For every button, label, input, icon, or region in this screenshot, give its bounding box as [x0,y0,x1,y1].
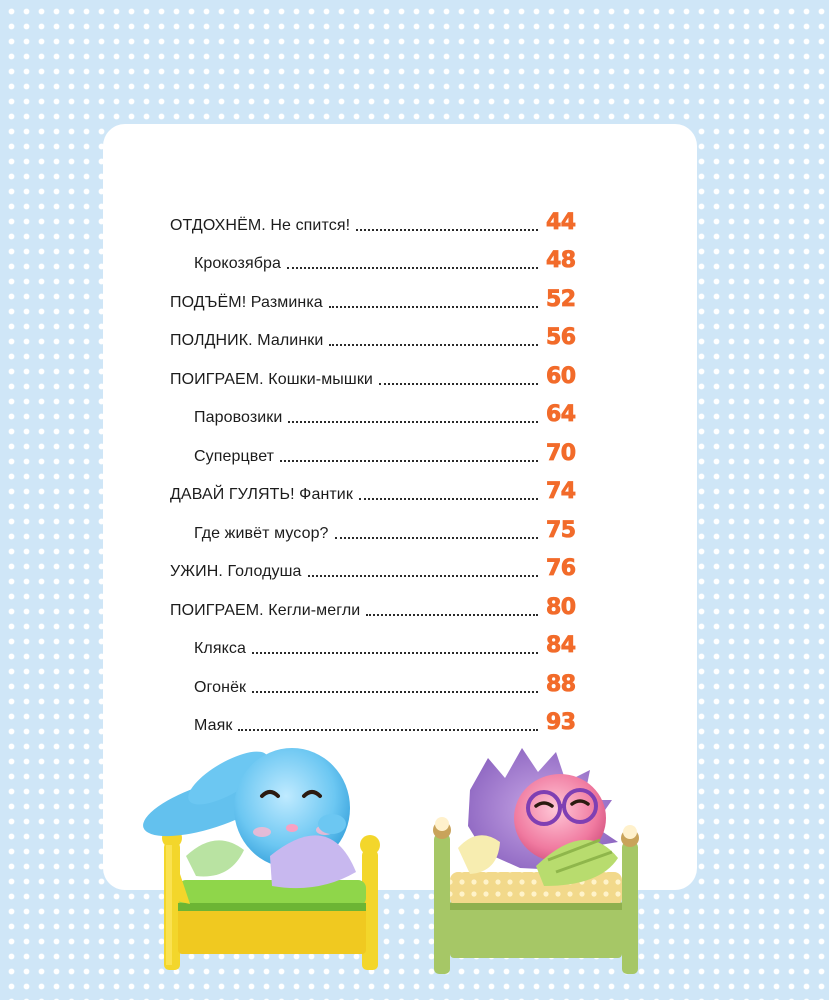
toc-entry-title: ПОЛДНИК. Малинки [170,332,324,349]
toc-entry-page: 93 [546,710,576,735]
toc-dot-leader [359,498,538,500]
toc-dot-leader [238,729,538,731]
toc-entry-page: 88 [546,672,576,697]
toc-entry-title: Где живёт мусор? [194,525,329,542]
toc-entry[interactable] [194,621,594,659]
toc-entry-page: 60 [546,364,576,389]
toc-entry[interactable] [170,352,594,390]
toc-dot-leader [366,614,538,616]
toc-entry-page: 70 [546,441,576,466]
toc-entry[interactable] [194,506,594,544]
toc-entry[interactable] [170,583,594,621]
toc-entry-title: Огонёк [194,679,247,696]
toc-entry-title: Клякса [194,640,246,657]
toc-dot-leader [288,421,538,423]
toc-entry[interactable] [170,313,594,351]
toc-entry[interactable] [170,544,594,582]
toc-entry-title: Крокозябра [194,255,281,272]
toc-entry-page: 84 [546,633,576,658]
toc-entry-page: 48 [546,248,576,273]
toc-entry-page: 75 [546,518,576,543]
toc-entry-title: УЖИН. Голодуша [170,563,302,580]
toc-entry-page: 56 [546,325,576,350]
toc-dot-leader [379,383,538,385]
toc-entry-page: 52 [546,287,576,312]
toc-dot-leader [356,229,538,231]
contents-card [103,124,697,890]
toc-dot-leader [287,267,538,269]
toc-dot-leader [252,691,538,693]
toc-dot-leader [252,652,538,654]
table-of-contents [103,124,697,890]
toc-entry-page: 74 [546,479,576,504]
toc-entry[interactable] [194,236,594,274]
toc-entry[interactable] [194,660,594,698]
toc-dot-leader [329,306,538,308]
toc-entry-title: Паровозики [194,409,283,426]
toc-entry[interactable] [194,698,594,736]
toc-entry[interactable] [170,198,594,236]
toc-entry[interactable] [194,390,594,428]
toc-entry-title: Суперцвет [194,448,275,465]
toc-dot-leader [335,537,538,539]
toc-dot-leader [280,460,538,462]
toc-entry-title: Маяк [194,717,233,734]
toc-dot-leader [308,575,538,577]
toc-entry-title: ДАВАЙ ГУЛЯТЬ! Фантик [170,486,353,503]
toc-entry-page: 44 [546,210,576,235]
toc-entry-page: 76 [546,556,576,581]
toc-entry-title: ПОДЪЁМ! Разминка [170,294,323,311]
toc-entry-page: 64 [546,402,576,427]
toc-entry-title: ПОИГРАЕМ. Кегли-мегли [170,602,361,619]
toc-entry[interactable] [170,275,594,313]
toc-entry-title: ОТДОХНЁМ. Не спится! [170,217,351,234]
toc-entry[interactable] [194,429,594,467]
toc-dot-leader [329,344,538,346]
toc-entry-title: ПОИГРАЕМ. Кошки-мышки [170,371,373,388]
toc-entry-page: 80 [546,595,576,620]
toc-entry[interactable] [170,467,594,505]
